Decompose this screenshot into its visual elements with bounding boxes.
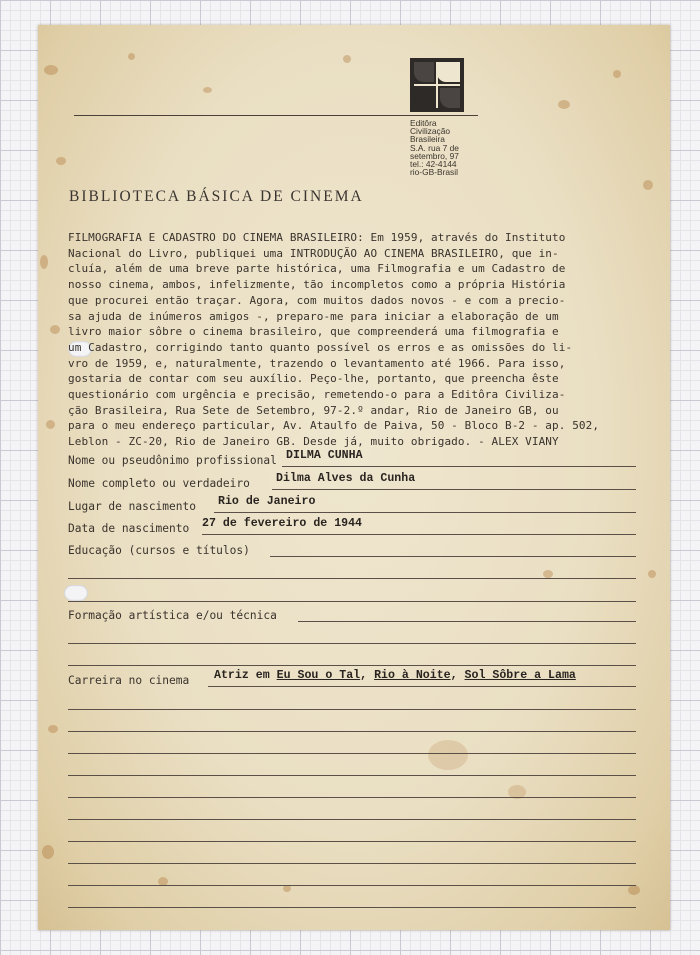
career-prefix: Atriz em bbox=[214, 669, 270, 682]
career-film: Rio à Noite bbox=[374, 669, 451, 682]
intro-line: sa ajuda de inúmeros amigos -, preparo-me para iniciar a elaboração de um bbox=[68, 309, 559, 323]
intro-line: que procurei então traçar. Agora, com muitos dados novos - e com a precio- bbox=[68, 293, 566, 307]
publisher-line: Editôra bbox=[410, 118, 437, 128]
birthdate-field[interactable] bbox=[68, 517, 636, 536]
birthdate-label: Data de nascimento bbox=[68, 522, 190, 535]
career-line[interactable] bbox=[68, 753, 636, 754]
career-line[interactable] bbox=[68, 907, 636, 908]
intro-line: ção Brasileira, Rua Sete de Setembro, 97-2.º andar, Rio de Janeiro GB, ou bbox=[68, 403, 559, 417]
publisher-line: setembro, 97 bbox=[410, 150, 459, 161]
career-film: Eu Sou o Tal bbox=[276, 669, 361, 682]
intro-line: livro maior sôbre o cinema brasileiro, que compreenderá uma filmografia e bbox=[68, 325, 559, 339]
career-film: Sol Sôbre a Lama bbox=[464, 669, 576, 682]
publisher-line: tel.: 42-4144 bbox=[410, 159, 457, 170]
full-name-value[interactable]: Dilma Alves da Cunha bbox=[276, 472, 416, 485]
birthplace-value[interactable]: Rio de Janeiro bbox=[218, 495, 316, 508]
training-field[interactable] bbox=[68, 609, 636, 623]
birthplace-label: Lugar de nascimento bbox=[68, 500, 196, 513]
education-line[interactable] bbox=[68, 578, 636, 579]
professional-name-field[interactable] bbox=[68, 449, 636, 468]
publisher-line: S.A. rua 7 de bbox=[410, 142, 459, 153]
career-line[interactable] bbox=[68, 841, 636, 842]
birthplace-field[interactable] bbox=[68, 495, 636, 514]
intro-line: gostaria de contar com seu auxílio. Peço-lhe, portanto, que preencha êste bbox=[68, 372, 559, 386]
career-separator: , bbox=[450, 669, 458, 682]
education-field[interactable] bbox=[68, 544, 636, 558]
training-line[interactable] bbox=[68, 643, 636, 644]
editora-logo-icon bbox=[410, 58, 464, 112]
questionnaire-sheet bbox=[38, 25, 670, 930]
career-label: Carreira no cinema bbox=[68, 674, 190, 687]
career-value[interactable] bbox=[214, 669, 576, 682]
education-label: Educação (cursos e títulos) bbox=[68, 544, 250, 557]
birthdate-value[interactable]: 27 de fevereiro de 1944 bbox=[202, 517, 363, 530]
professional-name-value[interactable]: DILMA CUNHA bbox=[286, 449, 363, 462]
publisher-address bbox=[410, 119, 500, 176]
career-line[interactable] bbox=[68, 797, 636, 798]
intro-line: Leblon - ZC-20, Rio de Janeiro GB. Desde já, muito obrigado. - ALEX VIANY bbox=[68, 435, 559, 449]
career-line[interactable] bbox=[68, 819, 636, 820]
professional-name-label: Nome ou pseudônimo profissional bbox=[68, 454, 277, 467]
training-line[interactable] bbox=[68, 665, 636, 666]
publisher-line: Civilização bbox=[410, 126, 451, 137]
intro-paragraph bbox=[68, 230, 670, 450]
education-line[interactable] bbox=[68, 601, 636, 602]
intro-line: FILMOGRAFIA E CADASTRO DO CINEMA BRASILEIRO: Em 1959, através do Instituto bbox=[68, 231, 566, 244]
intro-line: nosso cinema, ambos, infelizmente, tão incompletos como a própria História bbox=[68, 278, 566, 292]
career-line[interactable] bbox=[68, 885, 636, 886]
career-line[interactable] bbox=[68, 731, 636, 732]
punch-hole-bottom bbox=[64, 585, 88, 601]
page-title: BIBLIOTECA BÁSICA DE CINEMA bbox=[69, 188, 364, 205]
publisher-line: Brasileira bbox=[410, 134, 445, 145]
publisher-line: rio-GB-Brasil bbox=[410, 167, 458, 178]
full-name-field[interactable] bbox=[68, 472, 636, 491]
career-line[interactable] bbox=[68, 709, 636, 710]
career-separator: , bbox=[360, 669, 368, 682]
intro-line: para o meu endereço particular, Av. Ataulfo de Paiva, 50 - Bloco B-2 - ap. 502, bbox=[68, 419, 600, 433]
header-rule bbox=[74, 115, 478, 116]
career-line[interactable] bbox=[68, 863, 636, 864]
intro-line: um Cadastro, corrigindo tanto quanto possível os erros e as omissões do li- bbox=[68, 340, 573, 354]
intro-line: cluía, além de uma breve parte histórica, uma Filmografia e um Cadastro de bbox=[68, 262, 566, 276]
intro-line: vro de 1959, e, naturalmente, trazendo o levantamento até 1966. Para isso, bbox=[68, 356, 566, 370]
career-field[interactable] bbox=[68, 669, 636, 688]
intro-line: Nacional do Livro, publiquei uma INTRODUÇÃO AO CINEMA BRASILEIRO, que in- bbox=[68, 246, 559, 260]
full-name-label: Nome completo ou verdadeiro bbox=[68, 477, 250, 490]
training-label: Formação artística e/ou técnica bbox=[68, 609, 277, 622]
intro-line: questionário com urgência e precisão, remetendo-o para a Editôra Civiliza- bbox=[68, 388, 566, 402]
career-line[interactable] bbox=[68, 775, 636, 776]
